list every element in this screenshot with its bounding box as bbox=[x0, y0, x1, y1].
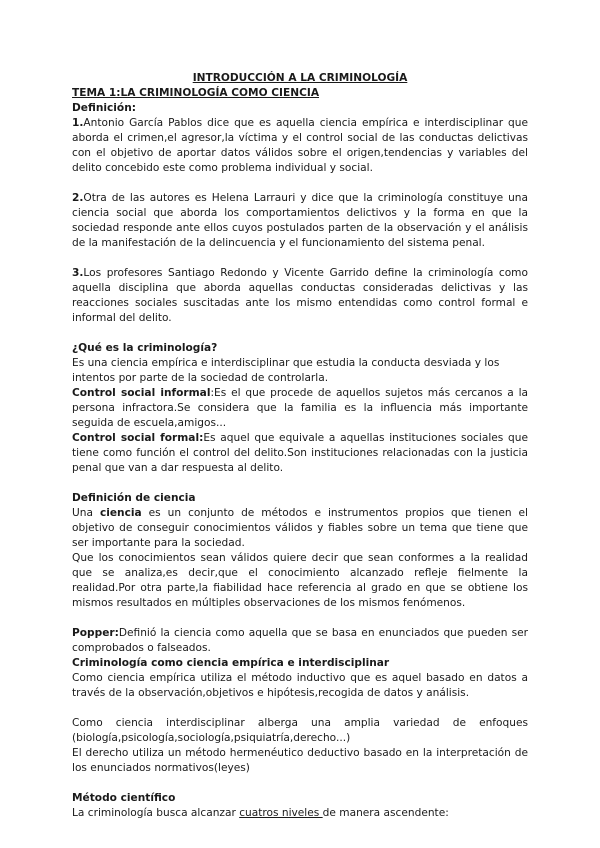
empirica-heading: Criminología como ciencia empírica e interdisciplinar bbox=[72, 657, 390, 669]
ciencia-paragraph-1 bbox=[72, 506, 528, 551]
control-informal-label: Control social informal bbox=[72, 387, 211, 399]
control-formal-label: Control social formal: bbox=[72, 432, 204, 444]
paragraph-number: 3. bbox=[72, 267, 84, 279]
definicion-paragraph-1 bbox=[72, 116, 528, 176]
control-informal-text: :Es el que procede de aquellos sujetos más cercanos a la persona infractora.Se considera que la familia es la influencia más importante seguida de escuela,amigos... bbox=[72, 387, 529, 429]
paragraph-text: Los profesores Santiago Redondo y Vicente Garrido define la criminología como aquella disciplina que aborda aquellas conductas consideradas delictivas y las reacciones sociales suscitadas ante los mismo entendidas como control formal e informal del delito. bbox=[72, 267, 528, 324]
metodo-paragraph bbox=[72, 806, 528, 821]
definicion-paragraph-2 bbox=[72, 191, 528, 251]
ciencia-bold-word: ciencia bbox=[99, 507, 142, 519]
popper-text: Definió la ciencia como aquella que se basa en enunciados que pueden ser comprobados o falseados. bbox=[72, 627, 528, 654]
empirica-paragraph-2: Como ciencia interdisciplinar alberga una amplia variedad de enfoques (biología,psicología,sociología,psiquiatría,derecho...) bbox=[72, 717, 528, 744]
control-informal-paragraph bbox=[72, 386, 528, 431]
metodo-heading: Método científico bbox=[72, 792, 176, 804]
definicion-paragraph-3 bbox=[72, 266, 528, 326]
empirica-paragraph-1: Como ciencia empírica utiliza el método inductivo que es aquel basado en datos a través de la observación,objetivos e hipótesis,recogida de datos y análisis. bbox=[72, 672, 528, 699]
control-formal-paragraph bbox=[72, 431, 528, 476]
metodo-underlined-text: cuatros niveles bbox=[239, 807, 323, 819]
que-es-paragraph: Es una ciencia empírica e interdisciplinar que estudia la conducta desviada y los intentos por parte de la sociedad de controlarla. bbox=[72, 357, 500, 384]
paragraph-number: 2. bbox=[72, 192, 84, 204]
ciencia-paragraph-2: Que los conocimientos sean válidos quiere decir que sean conformes a la realidad que se analiza,es decir,que el conocimiento alcanzado refleje fielmente la realidad.Por otra parte,la fiabilidad hace referencia al grado en que se obtiene los mismos resultados en múltiples observaciones de los mismos fenómenos. bbox=[72, 552, 528, 609]
metodo-text-pre: La criminología busca alcanzar bbox=[72, 807, 240, 819]
popper-paragraph bbox=[72, 626, 528, 656]
definicion-heading: Definición: bbox=[72, 102, 136, 114]
paragraph-text: Antonio García Pablos dice que es aquella ciencia empírica e interdisciplinar que aborda el crimen,el agresor,la víctima y el control social de las conductas delictivas con el objetivo de aportar datos válidos sobre el origen,tendencias y variables del delito concebido este como problema individual y social. bbox=[72, 117, 528, 174]
document-title: INTRODUCCIÓN A LA CRIMINOLOGÍA bbox=[192, 72, 408, 84]
document-content bbox=[72, 71, 528, 821]
ciencia-text-post: es un conjunto de métodos e instrumentos propios que tienen el objetivo de conseguir conocimientos válidos y fiables sobre un tema que tiene que ser importante para la sociedad. bbox=[72, 507, 529, 549]
popper-label: Popper: bbox=[72, 627, 119, 639]
paragraph-number: 1. bbox=[72, 117, 84, 129]
que-es-heading: ¿Qué es la criminología? bbox=[72, 342, 218, 354]
metodo-text-post: de manera ascendente: bbox=[322, 807, 449, 819]
topic-title: TEMA 1:LA CRIMINOLOGÍA COMO CIENCIA bbox=[72, 87, 320, 99]
ciencia-heading: Definición de ciencia bbox=[72, 492, 196, 504]
ciencia-text-pre: Una bbox=[72, 507, 100, 519]
empirica-paragraph-3: El derecho utiliza un método hermenéutico deductivo basado en la interpretación de los enunciados normativos(leyes) bbox=[72, 747, 528, 774]
paragraph-text: Otra de las autores es Helena Larrauri y dice que la criminología constituye una ciencia social que aborda los comportamientos delictivos y la forma en que la sociedad responde ante ellos cuyos postulados parten de la observación y el análisis de la manifestación de la delincuencia y el funcionamiento del sistema penal. bbox=[72, 192, 528, 249]
control-formal-text: Es aquel que equivale a aquellas instituciones sociales que tiene como función el control del delito.Son instituciones relacionadas con la justicia penal que van a dar respuesta al delito. bbox=[72, 432, 528, 474]
